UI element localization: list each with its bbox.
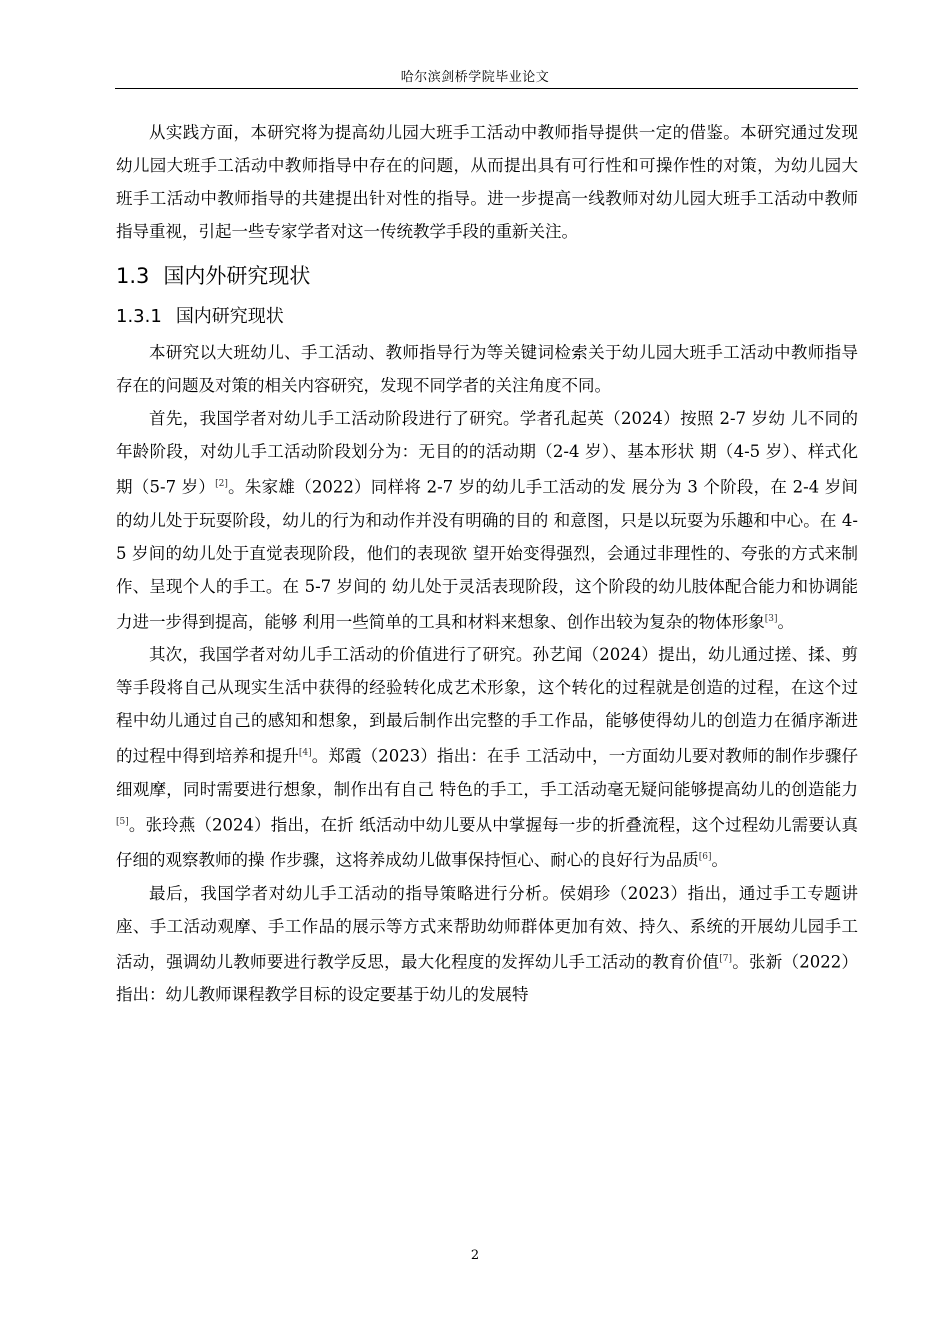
header-divider — [115, 88, 858, 89]
section-number: 1.3 — [116, 264, 150, 288]
citation-4: [4] — [298, 748, 312, 758]
paragraph-research-overview: 本研究以大班幼儿、手工活动、教师指导行为等关键词检索关于幼儿园大班手工活动中教师指导存在的问题及对策的相关内容研究，发现不同学者的关注角度不同。 — [116, 343, 858, 395]
paragraph-activity-stages — [116, 402, 858, 638]
text-run: 。张玲燕（2024）指出，在折 纸活动中幼儿要从中掌握每一步的折叠流程，这个过程幼儿需要认真仔细的观察教师的操 作步骤，这将养成幼儿做事保持恒心、耐心的良好行为品质 — [116, 815, 858, 870]
citation-6: [6] — [698, 852, 712, 862]
citation-3: [3] — [764, 613, 778, 624]
paragraph-practical-significance: 从实践方面，本研究将为提高幼儿园大班手工活动中教师指导提供一定的借鉴。本研究通过发现幼儿园大班手工活动中教师指导中存在的问题，从而提出具有可行性和可操作性的对策，为幼儿园大班手工活动中教师指导的共建提出针对性的指导。进一步提高一线教师对幼儿园大班手工活动中教师指导重视，引起一些专家学者对这一传统教学手段的重新关注。 — [116, 123, 858, 241]
text-run: 。朱家雄（2022）同样将 2-7 岁的幼儿手工活动的发 展分为 3 个阶段，在 2-4 岁间的幼儿处于玩耍阶段，幼儿的行为和动作并没有明确的目的 和意图，只是以玩耍为乐趣和中心。在 4-5 岁间的幼儿处于直觉表现阶段，他们的表现欲 望开始变得强烈，会通过非理性的、夸张的方式来制作、呈现个人的手工。在 5-7 岁间的 幼儿处于灵活表现阶段，这个阶段的幼儿肢体配合能力和协调能力进一步得到提高，能够 利用一些简单的工具和材料来想象、创作出较为复杂的物体形象 — [116, 477, 858, 631]
subsection-heading-1-3-1 — [116, 298, 858, 336]
text-run: 。郑霞（2023）指出：在手 工活动中，一方面幼儿要对教师的制作步骤仔细观摩，同时需要进行想象，制作出有自己 特色的手工，手工活动毫无疑问能够提高幼儿的创造能力 — [116, 746, 859, 799]
citation-5: [5] — [116, 816, 129, 827]
page-header-title: 哈尔滨剑桥学院毕业论文 — [400, 70, 550, 85]
document-body — [116, 116, 858, 1011]
citation-7: [7] — [719, 953, 732, 964]
section-heading-1-3 — [116, 256, 858, 296]
paragraph-guidance-strategies — [116, 877, 858, 1012]
citation-2: [2] — [215, 479, 228, 489]
text-run: 其次，我国学者对幼儿手工活动的价值进行了研究。孙艺闻（2024）提出，幼儿通过搓、揉、剪等手段将自己从现实生活中获得的经验转化成艺术形象，这个转化的过程就是创造的过程，在这个过程中幼儿通过自己的感知和想象，到最后制作出完整的手工作品，能够使得幼儿的创造力在循序渐进的过程中得到培养和提升 — [116, 645, 858, 766]
text-run: 首先，我国学者对幼儿手工活动阶段进行了研究。学者孔起英（2024）按照 2-7 岁幼 儿不同的年龄阶段，对幼儿手工活动阶段划分为：无目的的活动期（2-4 岁）、基本形状 期（4-5 岁）、样式化期（5-7 岁） — [116, 409, 858, 497]
subsection-title: 国内研究现状 — [175, 306, 284, 327]
text-run: 。 — [711, 850, 728, 870]
text-run: 。张新（2022）指出：幼儿教师课程教学目标的设定要基于幼儿的发展特 — [116, 952, 858, 1004]
page-number: 2 — [470, 1248, 480, 1263]
paragraph-activity-value — [116, 638, 858, 877]
text-run: 最后，我国学者对幼儿手工活动的指导策略进行分析。侯娟珍（2023）指出，通过手工专题讲座、手工活动观摩、手工作品的展示等方式来帮助幼师群体更加有效、持久、系统的开展幼儿园手工活动，强调幼儿教师要进行教学反思，最大化程度的发挥幼儿手工活动的教育价值 — [116, 883, 858, 971]
section-title: 国内外研究现状 — [163, 264, 311, 288]
text-run: 。 — [777, 612, 794, 631]
subsection-number: 1.3.1 — [116, 306, 162, 327]
